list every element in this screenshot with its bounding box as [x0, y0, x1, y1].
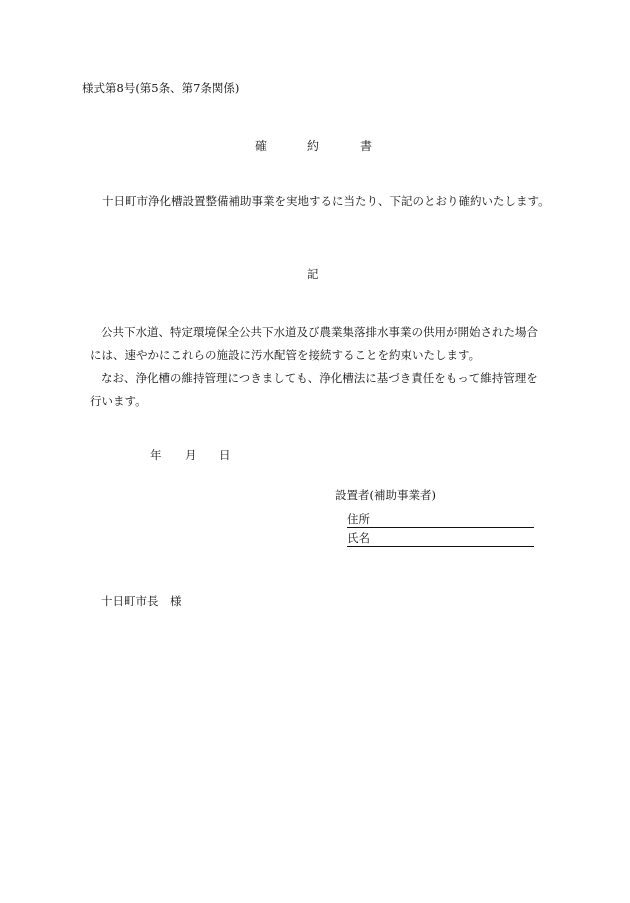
body-paragraph-1-line-1: 公共下水道、特定環境保全公共下水道及び農業集落排水事業の供用が開始された場合	[101, 325, 538, 339]
name-field	[347, 530, 534, 547]
ki-heading: 記	[307, 267, 319, 281]
body-paragraph-2-line-1: なお、浄化槽の維持管理につきましても、浄化槽法に基づき責任をもって維持管理を	[101, 371, 538, 385]
title-char-3: 書	[360, 139, 373, 153]
title-char-2: 約	[307, 139, 320, 153]
name-label: 氏名	[347, 531, 370, 545]
body-paragraph-1-line-2: には、速やかにこれらの施設に汚水配管を接続することを約束いたします。	[90, 348, 481, 362]
address-label: 住所	[347, 512, 370, 526]
addressee: 十日町市長 様	[101, 594, 182, 608]
installer-heading: 設置者(補助事業者)	[335, 488, 436, 502]
date-day-label: 日	[219, 448, 231, 462]
body-paragraph-2-line-2: 行います。	[90, 394, 147, 408]
date-year-label: 年	[150, 448, 162, 462]
form-label: 様式第8号(第5条、第7条関係)	[82, 81, 240, 95]
title-char-1: 確	[255, 139, 268, 153]
address-underline	[347, 511, 534, 528]
name-underline	[347, 530, 534, 547]
intro-text: 十日町市浄化槽設置整備補助事業を実地するに当たり、下記のとおり確約いたします。	[102, 194, 550, 208]
address-field	[347, 511, 534, 528]
date-month-label: 月	[185, 448, 197, 462]
